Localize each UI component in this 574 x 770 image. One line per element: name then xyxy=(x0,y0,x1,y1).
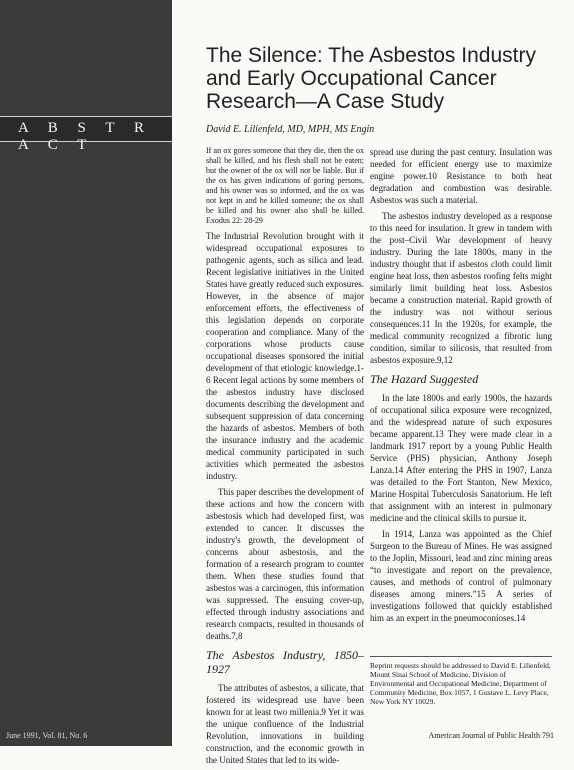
abstract-heading: A B S T R A C T xyxy=(18,120,152,153)
reprint-note: Reprint requests should be addressed to David E. Lilienfeld, Mount Sinai School of Medicine, Division of Environmental and Occupational Medicine, Department of Community Medicine, Box 1057, 1 Gustave L. Levy Place, New York NY 10029. xyxy=(370,656,552,706)
column-2 xyxy=(370,146,552,628)
paragraph: In the late 1800s and early 1900s, the hazards of occupational silica exposure were recognized, and the widespread nature of such exposures became apparent.13 They were made clear in a landmark 1917 report by a young Public Health Service (PHS) physician, Anthony Joseph Lanza.14 After entering the PHS in 1907, Lanza was detailed to the Fort Stanton, New Mexico, Marine Hospital Tuberculosis Sanatorium. He left that assignment with an interest in pulmonary medicine and the clinical skills to pursue it. xyxy=(370,393,552,523)
section-heading: The Asbestos Industry, 1850–1927 xyxy=(206,648,364,676)
abstract-sidebar xyxy=(0,0,172,746)
column-1 xyxy=(206,146,364,770)
paragraph: The asbestos industry developed as a response to this need for insulation. It grew in tandem with the post–Civil War development of heavy industry. During the late 1800s, many in the industry thought that if asbestos cloth could limit engine heat loss, then asbestos roofing felts might similarly limit building heat loss. Asbestos became a construction material. Rapid growth of the industry was not without serious consequences.11 In the 1920s, for example, the medical community recognized a fibrotic lung condition, similar to silicosis, that resulted from asbestos exposure.9,12 xyxy=(370,211,552,365)
paragraph: The Industrial Revolution brought with it widespread occupational exposures to pathogenic agents, such as silica and lead. Recent legislative initiatives in the United States have greatly reduced such exposures. However, in the absence of major enforcement efforts, the effectiveness of this legislation depends on corporate cooperation and compliance. Many of the corporations whose products cause occupational diseases sponsored the initial development of that etiologic knowledge.1-6 Recent legal actions by some members of the asbestos industry have disclosed documents describing the development and subsequent suppression of data concerning the hazards of asbestos. Members of both the insurance industry and the academic medical community participated in such activities which permeated the asbestos industry. xyxy=(206,231,364,481)
epigraph: If an ox gores someone that they die, then the ox shall be killed, and his flesh shall not be eaten; but the owner of the ox will not be liable. But if the ox has given indications of goring persons, and his owner was so informed, and the ox was not kept in and he killed someone; the ox shall be killed and his owner also shall be killed. Exodus 22: 28-29 xyxy=(206,146,364,225)
paragraph: spread use during the past century. Insulation was needed for efficient energy use to maximize engine power.10 Resistance to both heat degradation and combustion was desirable. Asbestos was such a material. xyxy=(370,147,552,205)
section-heading: The Hazard Suggested xyxy=(370,372,479,386)
paragraph: The attributes of asbestos, a silicate, that fostered its widespread use have been known for at least two millenia.9 Yet it was the unique confluence of the Industrial Revolution, innovations in building construction, and the economic growth in the United States that led to its wide- xyxy=(206,683,364,765)
article-title: The Silence: The Asbestos Industry and Early Occupational Cancer Research—A Case Study xyxy=(206,44,536,113)
author-line: David E. Lilienfeld, MD, MPH, MS Engin xyxy=(206,124,375,135)
issue-footer: June 1991, Vol. 81, No. 6 xyxy=(6,731,88,740)
paragraph: In 1914, Lanza was appointed as the Chief Surgeon to the Bureau of Mines. He was assigned to the Joplin, Missouri, lead and zinc mining areas “to investigate and report on the prevalence, causes, and methods of control of pulmonary diseases among miners.”15 A series of investigations followed that quickly established him as an expert in the pneumoconioses.14 xyxy=(370,529,552,623)
abstract-heading-bar xyxy=(0,116,172,153)
paragraph: This paper describes the development of these actions and how the concern with asbestosis which had developed first, was extended to cancer. It discusses the industry's growth, the development of concerns about asbestosis, and the formation of a research program to counter them. When these studies found that asbestos was a carcinogen, this information was suppressed. The ensuing cover-up, effected through industry associations and research compacts, resulted in thousands of deaths.7,8 xyxy=(206,487,364,641)
journal-footer: American Journal of Public Health 791 xyxy=(428,731,554,740)
